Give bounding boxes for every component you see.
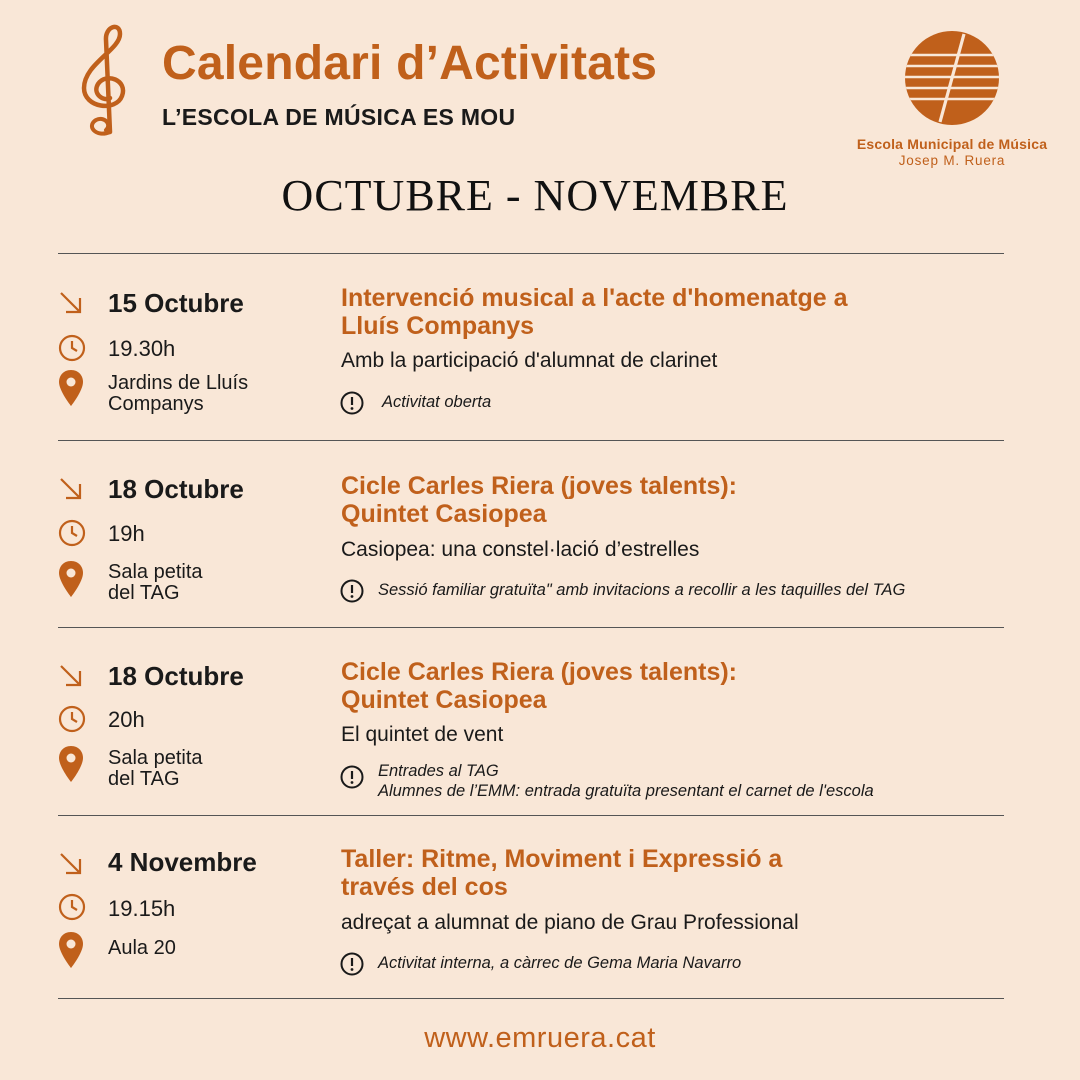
- event-time: 19.15h: [108, 896, 176, 921]
- event-date: 18 Octubre: [108, 474, 244, 504]
- arrow-down-right-icon: [58, 851, 84, 877]
- map-pin-icon: [58, 745, 84, 783]
- event-note: Entrades al TAG Alumnes de l’EMM: entrada gratuïta presentant el carnet de l'escola: [378, 762, 874, 800]
- period-heading: OCTUBRE - NOVEMBRE: [281, 171, 789, 220]
- map-pin-icon: [58, 931, 84, 969]
- clock-icon: [58, 893, 86, 921]
- clock-icon: [58, 519, 86, 547]
- event-description: Amb la participació d'alumnat de clarinet: [341, 349, 718, 372]
- event-description: adreçat a alumnat de piano de Grau Professional: [341, 911, 799, 934]
- event-time: 20h: [108, 707, 145, 732]
- school-logo-icon: [904, 30, 1000, 126]
- arrow-down-right-icon: [58, 290, 84, 316]
- event-time: 19h: [108, 521, 145, 546]
- event-item: [0, 815, 1080, 995]
- map-pin-icon: [58, 369, 84, 407]
- exclamation-circle-icon: [340, 391, 364, 420]
- event-item: [0, 627, 1080, 807]
- logo-subname: Josep M. Ruera: [898, 153, 1006, 168]
- event-date: 4 Novembre: [108, 847, 257, 877]
- event-place: Sala petita del TAG: [108, 561, 203, 604]
- event-date: 18 Octubre: [108, 661, 244, 691]
- clock-icon: [58, 705, 86, 733]
- event-title: Intervenció musical a l'acte d'homenatge a Lluís Companys: [341, 284, 848, 340]
- event-description: Casiopea: una constel·lació d’estrelles: [341, 538, 700, 561]
- event-place: Sala petita del TAG: [108, 747, 203, 790]
- page-subtitle: L’ESCOLA DE MÚSICA ES MOU: [162, 104, 516, 130]
- map-pin-icon: [58, 560, 84, 598]
- exclamation-circle-icon: [340, 952, 364, 981]
- exclamation-circle-icon: [340, 579, 364, 608]
- event-time: 19.30h: [108, 336, 176, 361]
- event-note: Activitat oberta: [382, 393, 492, 411]
- event-date: 15 Octubre: [108, 288, 244, 318]
- exclamation-circle-icon: [340, 765, 364, 794]
- event-item: [0, 253, 1080, 433]
- event-place: Jardins de Lluís Companys: [108, 372, 249, 415]
- arrow-down-right-icon: [58, 476, 84, 502]
- page-title: Calendari d’Activitats: [162, 37, 658, 90]
- event-note: Activitat interna, a càrrec de Gema Maria Navarro: [378, 954, 742, 972]
- event-title: Taller: Ritme, Moviment i Expressió a través del cos: [341, 845, 783, 901]
- event-item: [0, 440, 1080, 620]
- divider: [58, 998, 1004, 999]
- event-place: Aula 20: [108, 937, 176, 959]
- arrow-down-right-icon: [58, 663, 84, 689]
- website-link[interactable]: www.emruera.cat: [424, 1022, 656, 1054]
- logo-name: Escola Municipal de Música: [856, 136, 1048, 152]
- clock-icon: [58, 334, 86, 362]
- event-title: Cicle Carles Riera (joves talents): Quintet Casiopea: [341, 658, 737, 714]
- event-title: Cicle Carles Riera (joves talents): Quintet Casiopea: [341, 472, 737, 528]
- treble-clef-icon: [76, 20, 138, 142]
- event-description: El quintet de vent: [341, 723, 504, 746]
- event-note: Sessió familiar gratuïta" amb invitacions a recollir a les taquilles del TAG: [378, 581, 906, 599]
